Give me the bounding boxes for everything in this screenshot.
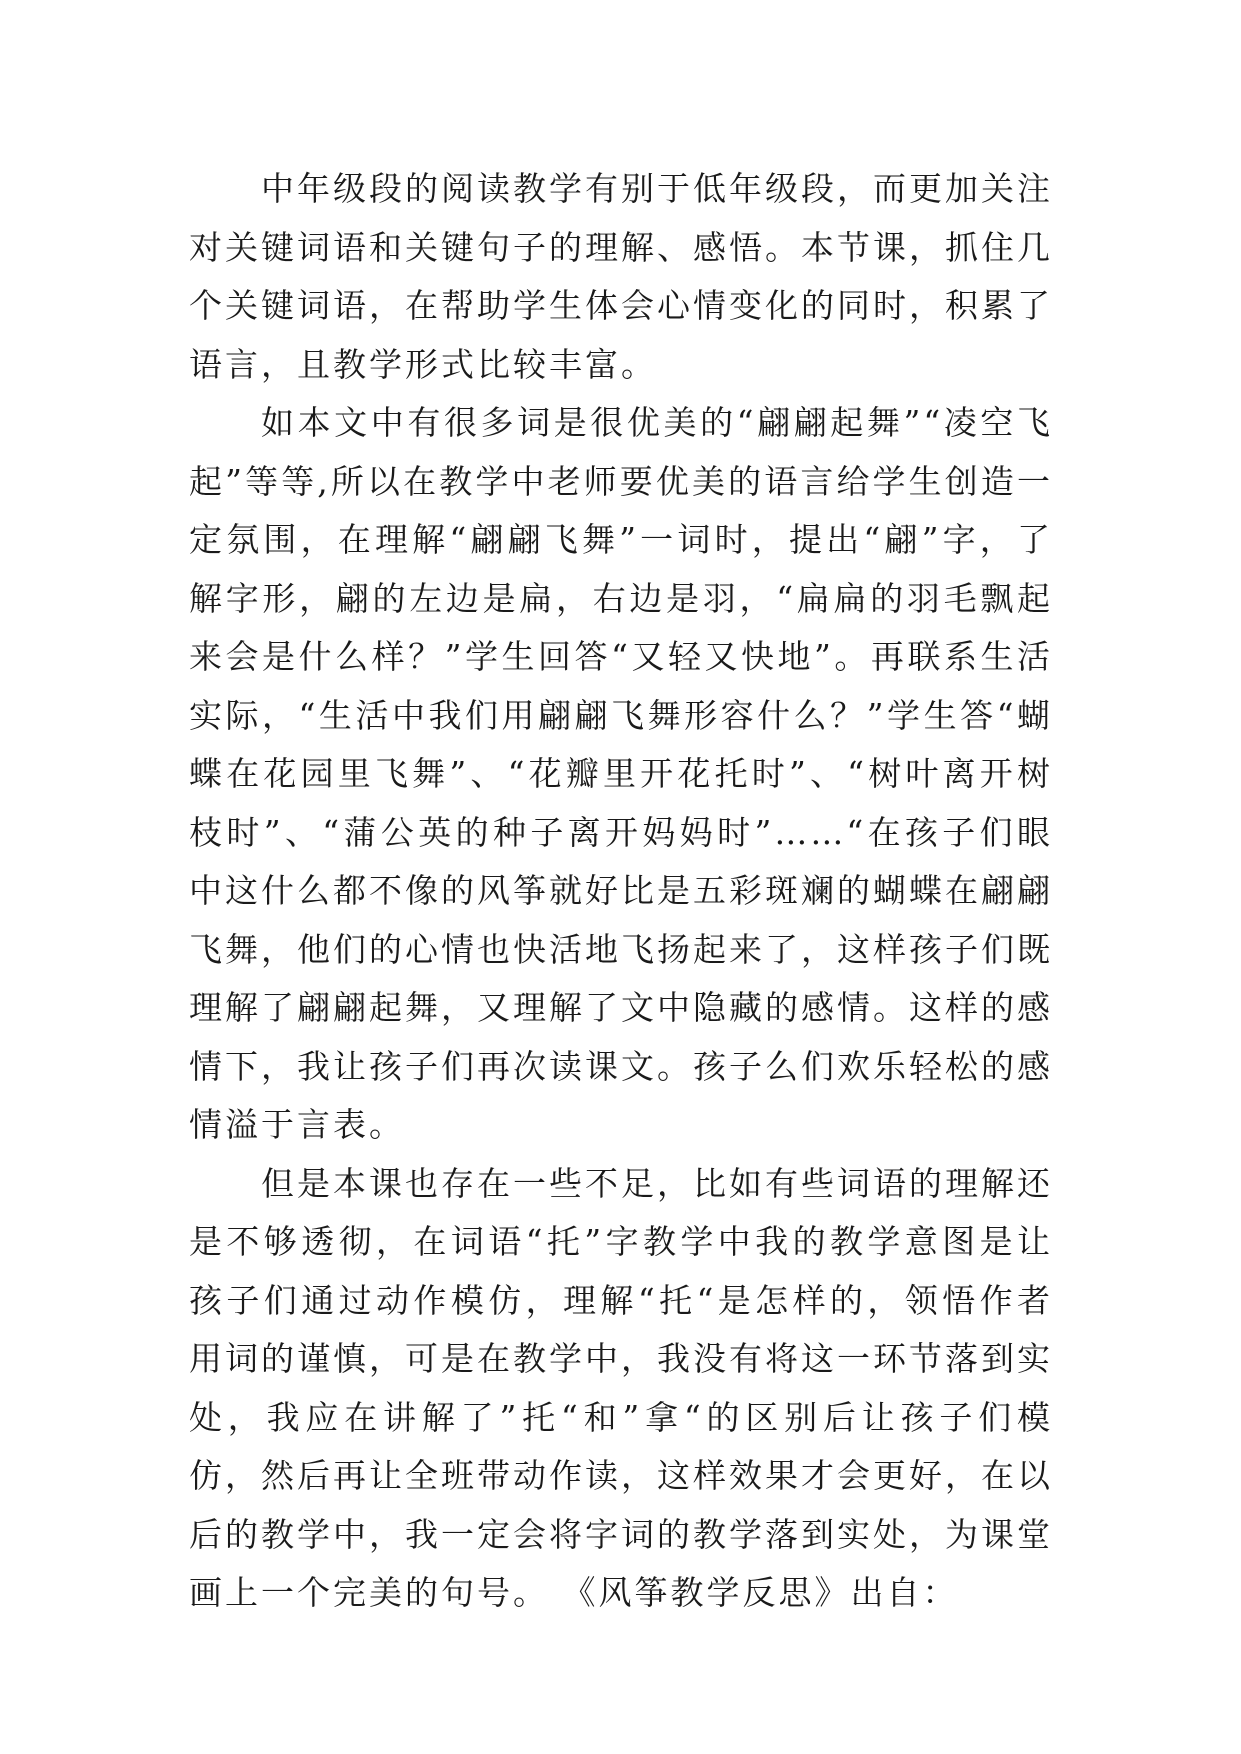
paragraph-shortcomings: 但是本课也存在一些不足，比如有些词语的理解还是不够透彻，在词语“托”字教学中我的教学意图是让孩子们通过动作模仿，理解“托“是怎样的，领悟作者用词的谨慎，可是在教学中，我没有将这一环节落到实处，我应在讲解了”托“和”拿“的区别后让孩子们模仿，然后再让全班带动作读，这样效果才会更好，在以后的教学中，我一定会将字词的教学落到实处，为课堂画上一个完美的句号。 《风筝教学反思》出自：: [189, 1163, 1053, 1612]
paragraph-reading-teaching: 中年级段的阅读教学有别于低年级段，而更加关注对关键词语和关键句子的理解、感悟。本节课，抓住几个关键词语，在帮助学生体会心情变化的同时，积累了语言，且教学形式比较丰富。: [189, 169, 1053, 384]
paragraph-vocabulary-example: 如本文中有很多词是很优美的“翩翩起舞”“凌空飞起”等等,所以在教学中老师要优美的语言给学生创造一定氛围，在理解“翩翩飞舞”一词时，提出“翩”字，了解字形，翩的左边是扁，右边是羽，“扁扁的羽毛飘起来会是什么样？”学生回答“又轻又快地”。再联系生活实际，“生活中我们用翩翩飞舞形容什么？”学生答“蝴蝶在花园里飞舞”、“花瓣里开花托时”、“树叶离开树枝时”、“蒲公英的种子离开妈妈时”……“在孩子们眼中这什么都不像的风筝就好比是五彩斑斓的蝴蝶在翩翩飞舞，他们的心情也快活地飞扬起来了，这样孩子们既理解了翩翩起舞，又理解了文中隐藏的感情。这样的感情下，我让孩子们再次读课文。孩子么们欢乐轻松的感情溢于言表。: [189, 403, 1053, 1144]
document-body: [189, 160, 1053, 1623]
